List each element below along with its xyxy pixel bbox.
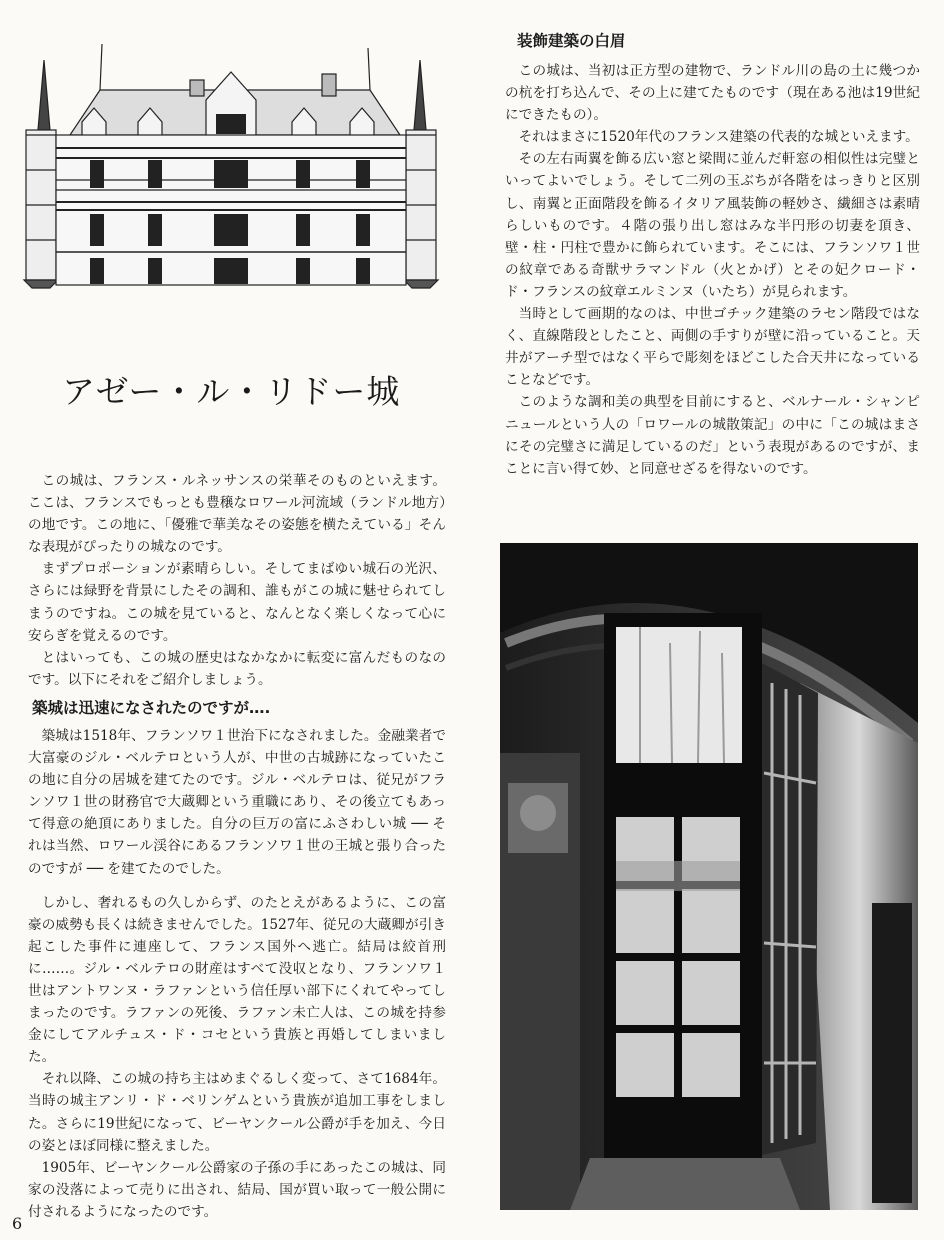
section-heading-construction: 築城は迅速になされたのですが…. <box>32 698 271 717</box>
body-paragraph: その左右両翼を飾る広い窓と梁間に並んだ軒窓の相似性は完璧といってよいでしょう。そして二列の玉ぶちが各階をはっきりと区別し、南翼と正面階段を飾るイタリア風装飾の軽妙さ、繊細さは素晴らしいものです。４階の張り出し窓はみな半円形の切妻を頂き、壁・柱・円柱で豊かに飾られています。そこには、フランソワ１世の紋章である奇獣サラマンドル（火とかげ）とその妃クロード・ド・フランスの紋章エルミンヌ（いたち）が見られます。 <box>505 151 920 300</box>
body-paragraph: しかし、奢れるもの久しからず、のたとえがあるように、この富豪の威勢も長くは続きませんでした。1527年、従兄の大蔵卿が引き起こした事件に連座して、フランス国外へ逃亡。結局は絞首刑に……。ジル・ベルテロの財産はすべて没収となり、フランソワ１世はアントワンヌ・ラファンという信任厚い部下にくれてやってしまったのです。ラファンの死後、ラファン未亡人は、この城を持参金にしてアルチュス・ド・コセという貴族と再婚してしまいました。 <box>28 894 446 1066</box>
body-paragraph: 1905年、ビーヤンクール公爵家の子孫の手にあったこの城は、同家の没落によって売りに出され、結局、国が買い取って一般公開に付されるようになったのです。 <box>28 1159 446 1220</box>
body-paragraph: 築城は1518年、フランソワ１世治下になされました。金融業者で大富豪のジル・ベルテロという人が、中世の古城跡になっていたこの地に自分の居城を建てたのです。ジル・ベルテロは、従兄がフランソワ１世の財務官で大蔵卿という重職にあり、その後立てもあって得意の絶頂にありました。自分の巨万の富にふさわしい城 ── それは当然、ロワール渓谷にあるフランソワ１世の王城と張り合ったのですが ── を建てたのでした。 <box>28 727 446 877</box>
page-title: アゼー・ル・リドー城 <box>62 372 401 411</box>
chateau-engraving <box>10 30 448 290</box>
section-heading-decoration: 装飾建築の白眉 <box>517 32 626 50</box>
intro-paragraph: まずプロポーションが素晴らしい。そしてまばゆい城石の光沢、さらには緑野を背景にしたその調和、誰もがこの城に魅せられてしまうのですね。この城を見ていると、なんとなく楽しくなって心に安らぎを覚えるのです。 <box>28 561 446 644</box>
body-paragraph: この城は、当初は正方型の建物で、ランドル川の島の土に幾つかの杭を打ち込んで、その上に建てたものです（現在ある池は19世紀にできたもの）。 <box>505 63 920 124</box>
body-paragraph: 当時として画期的なのは、中世ゴチック建築のラセン階段ではなく、直線階段としたこと、両側の手すりが壁に沿っていること。天井がアーチ型ではなく平らで彫刻をほどこした合天井になっていることなどです。 <box>505 306 920 389</box>
intro-paragraph: この城は、フランス・ルネッサンスの栄華そのものといえます。ここは、フランスでもっとも豊穣なロワール河流域（ランドル地方）の地です。この地に、「優雅で華美なその姿態を横たえている」そんな表現がぴったりの城なのです。 <box>28 473 446 556</box>
body-paragraph: それはまさに1520年代のフランス建築の代表的な城といえます。 <box>518 129 919 146</box>
body-paragraph: このような調和美の典型を目前にすると、ベルナール・シャンピニュールという人の「ロワールの城散策記」の中に「この城はまさにその完璧さに満足しているのだ」という表現があるのですが、まことに言い得て妙、と同意せざるを得ないのです。 <box>505 394 920 477</box>
left-text-column <box>28 470 446 1223</box>
right-text-column <box>505 60 920 480</box>
page-number: 6 <box>12 1214 23 1233</box>
body-paragraph: それ以降、この城の持ち主はめまぐるしく変って、さて1684年。当時の城主アンリ・ド・ベリンゲムという貴族が追加工事をしました。さらに19世紀になって、ビーヤンクール公爵が手を加え、今日の姿とほぼ同様に整えました。 <box>28 1071 446 1154</box>
intro-paragraph: とはいっても、この城の歴史はなかなかに転変に富んだものなのです。以下にそれをご紹介しましょう。 <box>28 649 446 688</box>
interior-window-photo <box>500 543 918 1210</box>
